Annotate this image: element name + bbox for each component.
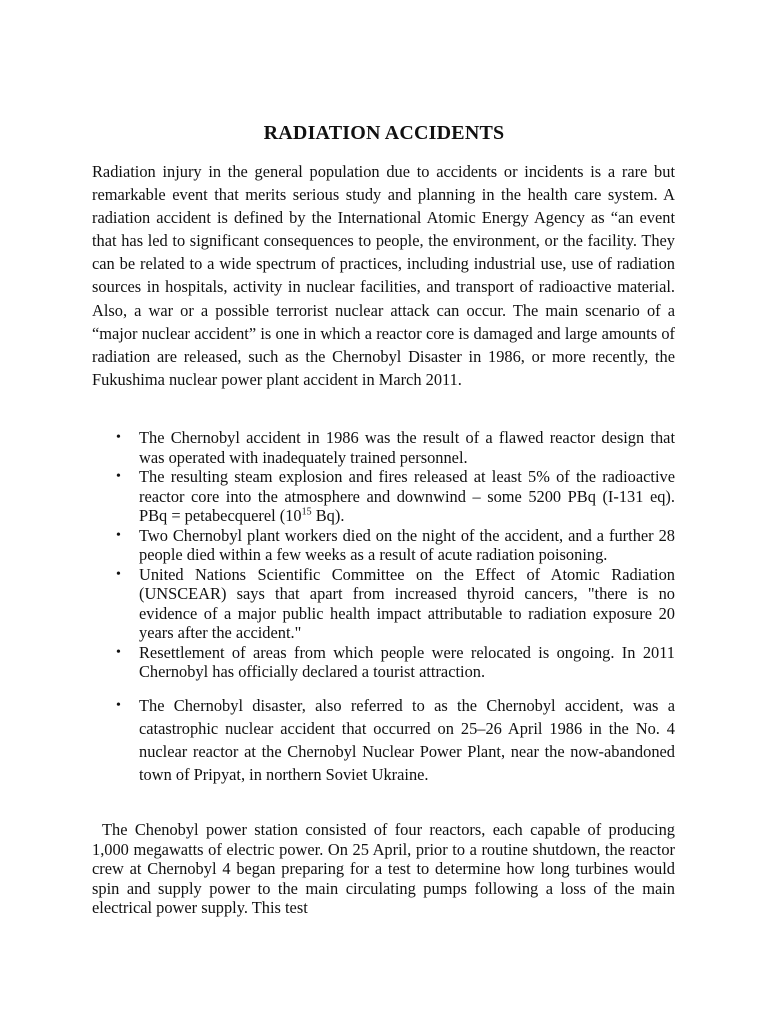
intro-paragraph: Radiation injury in the general population due to accidents or incidents is a rare but remarkable event that merits serious study and planning in the health care system. A radiation accident is defined by the International Atomic Energy Agency as “an event that has led to significant consequences to people, the environment, or the facility. They can be related to a wide spectrum of practices, including industrial use, use of radiation sources in hospitals, activity in nuclear facilities, and transport of radioactive material. Also, a war or a possible terrorist nuclear attack can occur. The main scenario of a “major nuclear accident” is one in which a reactor core is damaged and large amounts of radiation are released, such as the Chernobyl Disaster in 1986, or more recently, the Fukushima nuclear power plant accident in March 2011.	[92, 162, 675, 389]
closing-paragraph: The Chenobyl power station consisted of four reactors, each capable of producing 1,000 megawatts of electric power. On 25 April, prior to a routine shutdown, the reactor crew at Chernobyl 4 began preparing for a test to determine how long turbines would spin and supply power to the main circulating pumps following a loss of the main electrical power supply. This test	[92, 820, 675, 917]
bullet-text-before: The resulting steam explosion and fires released at least 5% of the radioactive reactor core into the atmosphere and downwind – some 5200 PBq (I-131 eq). PBq = petabecquerel (10	[139, 467, 675, 525]
bullet-item-2	[92, 467, 675, 526]
bullet-item-4	[92, 565, 675, 643]
bullet-text: Resettlement of areas from which people were relocated is ongoing. In 2011 Chernobyl has officially declared a tourist attraction.	[139, 642, 675, 681]
document-title: RADIATION ACCIDENTS	[263, 122, 505, 144]
bullet-item-5	[92, 643, 675, 682]
bullet-icon: •	[116, 469, 121, 484]
bullet-text: Two Chernobyl plant workers died on the night of the accident, and a further 28 people died within a few weeks as a result of acute radiation poisoning.	[139, 525, 675, 564]
bullet-icon: •	[116, 697, 121, 713]
bullet-text: The Chernobyl accident in 1986 was the result of a flawed reactor design that was operated with inadequately trained personnel.	[139, 428, 675, 467]
bullet-item-6	[92, 694, 675, 786]
bullet-icon: •	[116, 527, 121, 543]
bullet-text: United Nations Scientific Committee on the Effect of Atomic Radiation (UNSCEAR) says that apart from increased thyroid cancers, "there is no evidence of a major public health impact attributable to radiation exposure 20 years after the accident."	[139, 564, 675, 642]
bullet-icon: •	[116, 430, 121, 445]
bullet-item-3	[92, 526, 675, 565]
bullet-icon: •	[116, 566, 121, 582]
bullet-icon: •	[116, 644, 121, 660]
bullet-superscript: 15	[301, 506, 312, 518]
bullet-text	[139, 467, 675, 525]
bullet-item-1	[92, 428, 675, 467]
bullet-text: The Chernobyl disaster, also referred to as the Chernobyl accident, was a catastrophic nuclear accident that occurred on 25–26 April 1986 in the No. 4 nuclear reactor at the Chernobyl Nuclear Power Plant, near the now-abandoned town of Pripyat, in northern Soviet Ukraine.	[139, 695, 675, 784]
bullet-list	[92, 428, 675, 786]
bullet-text-after: Bq).	[311, 506, 345, 525]
